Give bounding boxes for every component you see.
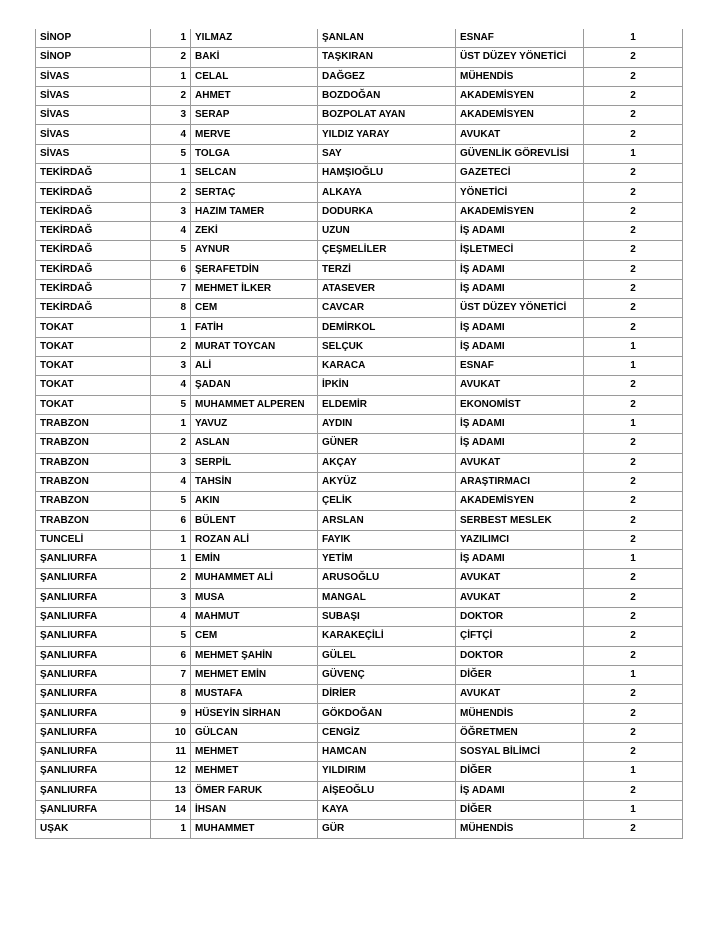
table-row <box>36 800 683 819</box>
table-row <box>36 627 683 646</box>
province-cell: TEKİRDAĞ <box>36 164 151 183</box>
province-cell: ŞANLIURFA <box>36 742 151 761</box>
order-number-cell: 1 <box>151 820 191 839</box>
spreadsheet-table-container <box>35 29 682 839</box>
first-name-cell: BAKİ <box>191 48 318 67</box>
profession-cell: DİĞER <box>456 800 584 819</box>
last-name-cell: AYDIN <box>318 414 456 433</box>
table-row <box>36 106 683 125</box>
order-number-cell: 5 <box>151 627 191 646</box>
count-cell: 1 <box>584 357 683 376</box>
profession-cell: İŞ ADAMI <box>456 279 584 298</box>
table-row <box>36 241 683 260</box>
province-cell: ŞANLIURFA <box>36 665 151 684</box>
first-name-cell: MEHMET <box>191 742 318 761</box>
profession-cell: ESNAF <box>456 29 584 48</box>
table-row <box>36 318 683 337</box>
first-name-cell: TAHSİN <box>191 472 318 491</box>
count-cell: 2 <box>584 376 683 395</box>
last-name-cell: KARAKEÇİLİ <box>318 627 456 646</box>
first-name-cell: MAHMUT <box>191 607 318 626</box>
first-name-cell: CEM <box>191 299 318 318</box>
table-row <box>36 742 683 761</box>
order-number-cell: 13 <box>151 781 191 800</box>
table-row <box>36 86 683 105</box>
table-row <box>36 279 683 298</box>
order-number-cell: 4 <box>151 607 191 626</box>
last-name-cell: GÖKDOĞAN <box>318 704 456 723</box>
count-cell: 2 <box>584 299 683 318</box>
table-row <box>36 492 683 511</box>
last-name-cell: GÜNER <box>318 434 456 453</box>
last-name-cell: GÜVENÇ <box>318 665 456 684</box>
count-cell: 2 <box>584 685 683 704</box>
count-cell: 2 <box>584 183 683 202</box>
count-cell: 2 <box>584 704 683 723</box>
count-cell: 1 <box>584 800 683 819</box>
profession-cell: İŞ ADAMI <box>456 781 584 800</box>
last-name-cell: HAMCAN <box>318 742 456 761</box>
profession-cell: ARAŞTIRMACI <box>456 472 584 491</box>
province-cell: ŞANLIURFA <box>36 588 151 607</box>
first-name-cell: CEM <box>191 627 318 646</box>
province-cell: ŞANLIURFA <box>36 781 151 800</box>
count-cell: 2 <box>584 781 683 800</box>
first-name-cell: ASLAN <box>191 434 318 453</box>
count-cell: 2 <box>584 241 683 260</box>
last-name-cell: BOZPOLAT AYAN <box>318 106 456 125</box>
province-cell: UŞAK <box>36 820 151 839</box>
count-cell: 2 <box>584 588 683 607</box>
last-name-cell: ÇELİK <box>318 492 456 511</box>
profession-cell: ESNAF <box>456 357 584 376</box>
table-row <box>36 29 683 48</box>
province-cell: TRABZON <box>36 511 151 530</box>
province-cell: TOKAT <box>36 395 151 414</box>
count-cell: 2 <box>584 530 683 549</box>
province-cell: ŞANLIURFA <box>36 800 151 819</box>
last-name-cell: AİŞEOĞLU <box>318 781 456 800</box>
last-name-cell: ÇEŞMELİLER <box>318 241 456 260</box>
last-name-cell: FAYIK <box>318 530 456 549</box>
profession-cell: MÜHENDİS <box>456 704 584 723</box>
table-row <box>36 781 683 800</box>
first-name-cell: MURAT TOYCAN <box>191 337 318 356</box>
first-name-cell: ŞADAN <box>191 376 318 395</box>
count-cell: 2 <box>584 67 683 86</box>
order-number-cell: 7 <box>151 665 191 684</box>
last-name-cell: AKÇAY <box>318 453 456 472</box>
province-cell: TOKAT <box>36 318 151 337</box>
order-number-cell: 7 <box>151 279 191 298</box>
count-cell: 2 <box>584 627 683 646</box>
count-cell: 1 <box>584 29 683 48</box>
first-name-cell: MEHMET <box>191 762 318 781</box>
profession-cell: GÜVENLİK GÖREVLİSİ <box>456 144 584 163</box>
first-name-cell: AYNUR <box>191 241 318 260</box>
count-cell: 2 <box>584 106 683 125</box>
count-cell: 2 <box>584 125 683 144</box>
table-body <box>36 29 683 839</box>
profession-cell: İŞ ADAMI <box>456 221 584 240</box>
order-number-cell: 5 <box>151 241 191 260</box>
order-number-cell: 2 <box>151 569 191 588</box>
province-cell: TRABZON <box>36 472 151 491</box>
count-cell: 2 <box>584 646 683 665</box>
order-number-cell: 6 <box>151 646 191 665</box>
order-number-cell: 1 <box>151 414 191 433</box>
province-cell: TEKİRDAĞ <box>36 260 151 279</box>
province-cell: ŞANLIURFA <box>36 607 151 626</box>
table-row <box>36 299 683 318</box>
table-row <box>36 569 683 588</box>
count-cell: 2 <box>584 279 683 298</box>
table-row <box>36 704 683 723</box>
first-name-cell: MUHAMMET ALPEREN <box>191 395 318 414</box>
first-name-cell: MUHAMMET ALİ <box>191 569 318 588</box>
province-cell: TRABZON <box>36 414 151 433</box>
order-number-cell: 3 <box>151 106 191 125</box>
count-cell: 2 <box>584 607 683 626</box>
profession-cell: İŞ ADAMI <box>456 337 584 356</box>
first-name-cell: SERTAÇ <box>191 183 318 202</box>
profession-cell: ÜST DÜZEY YÖNETİCİ <box>456 299 584 318</box>
order-number-cell: 14 <box>151 800 191 819</box>
profession-cell: GAZETECİ <box>456 164 584 183</box>
count-cell: 1 <box>584 144 683 163</box>
profession-cell: MÜHENDİS <box>456 820 584 839</box>
last-name-cell: SUBAŞI <box>318 607 456 626</box>
first-name-cell: MUHAMMET <box>191 820 318 839</box>
table-row <box>36 48 683 67</box>
table-row <box>36 357 683 376</box>
last-name-cell: BOZDOĞAN <box>318 86 456 105</box>
table-row <box>36 337 683 356</box>
last-name-cell: YETİM <box>318 550 456 569</box>
last-name-cell: SELÇUK <box>318 337 456 356</box>
last-name-cell: YILDIRIM <box>318 762 456 781</box>
count-cell: 1 <box>584 762 683 781</box>
profession-cell: AVUKAT <box>456 376 584 395</box>
count-cell: 2 <box>584 260 683 279</box>
profession-cell: İŞ ADAMI <box>456 550 584 569</box>
order-number-cell: 5 <box>151 144 191 163</box>
first-name-cell: AKIN <box>191 492 318 511</box>
profession-cell: DİĞER <box>456 762 584 781</box>
profession-cell: SOSYAL BİLİMCİ <box>456 742 584 761</box>
province-cell: ŞANLIURFA <box>36 762 151 781</box>
order-number-cell: 11 <box>151 742 191 761</box>
count-cell: 1 <box>584 665 683 684</box>
last-name-cell: DİRİER <box>318 685 456 704</box>
table-row <box>36 67 683 86</box>
province-cell: SİVAS <box>36 86 151 105</box>
count-cell: 2 <box>584 48 683 67</box>
profession-cell: ÖĞRETMEN <box>456 723 584 742</box>
profession-cell: AKADEMİSYEN <box>456 492 584 511</box>
order-number-cell: 12 <box>151 762 191 781</box>
first-name-cell: MUSA <box>191 588 318 607</box>
table-row <box>36 820 683 839</box>
table-row <box>36 221 683 240</box>
first-name-cell: ROZAN ALİ <box>191 530 318 549</box>
first-name-cell: HÜSEYİN SİRHAN <box>191 704 318 723</box>
last-name-cell: YILDIZ YARAY <box>318 125 456 144</box>
order-number-cell: 8 <box>151 299 191 318</box>
first-name-cell: FATİH <box>191 318 318 337</box>
profession-cell: AKADEMİSYEN <box>456 106 584 125</box>
order-number-cell: 6 <box>151 260 191 279</box>
order-number-cell: 10 <box>151 723 191 742</box>
profession-cell: AKADEMİSYEN <box>456 202 584 221</box>
first-name-cell: BÜLENT <box>191 511 318 530</box>
profession-cell: İŞ ADAMI <box>456 434 584 453</box>
table-row <box>36 260 683 279</box>
province-cell: ŞANLIURFA <box>36 569 151 588</box>
order-number-cell: 4 <box>151 221 191 240</box>
table-row <box>36 144 683 163</box>
count-cell: 1 <box>584 550 683 569</box>
order-number-cell: 3 <box>151 202 191 221</box>
count-cell: 2 <box>584 86 683 105</box>
profession-cell: AVUKAT <box>456 588 584 607</box>
order-number-cell: 5 <box>151 492 191 511</box>
table-row <box>36 646 683 665</box>
last-name-cell: ALKAYA <box>318 183 456 202</box>
profession-cell: AVUKAT <box>456 453 584 472</box>
first-name-cell: EMİN <box>191 550 318 569</box>
order-number-cell: 2 <box>151 86 191 105</box>
last-name-cell: DODURKA <box>318 202 456 221</box>
first-name-cell: ÖMER FARUK <box>191 781 318 800</box>
last-name-cell: TERZİ <box>318 260 456 279</box>
table-row <box>36 202 683 221</box>
profession-cell: EKONOMİST <box>456 395 584 414</box>
last-name-cell: ARSLAN <box>318 511 456 530</box>
table-row <box>36 550 683 569</box>
table-row <box>36 511 683 530</box>
profession-cell: İŞ ADAMI <box>456 260 584 279</box>
first-name-cell: MEHMET ŞAHİN <box>191 646 318 665</box>
count-cell: 2 <box>584 318 683 337</box>
province-cell: TUNCELİ <box>36 530 151 549</box>
table-row <box>36 530 683 549</box>
profession-cell: AVUKAT <box>456 125 584 144</box>
table-row <box>36 607 683 626</box>
last-name-cell: GÜLEL <box>318 646 456 665</box>
order-number-cell: 1 <box>151 29 191 48</box>
province-cell: TOKAT <box>36 376 151 395</box>
last-name-cell: SAY <box>318 144 456 163</box>
order-number-cell: 2 <box>151 183 191 202</box>
profession-cell: AVUKAT <box>456 569 584 588</box>
first-name-cell: MEHMET İLKER <box>191 279 318 298</box>
province-cell: SİVAS <box>36 106 151 125</box>
order-number-cell: 4 <box>151 125 191 144</box>
profession-cell: ÇİFTÇİ <box>456 627 584 646</box>
table-row <box>36 434 683 453</box>
count-cell: 2 <box>584 434 683 453</box>
order-number-cell: 4 <box>151 472 191 491</box>
count-cell: 2 <box>584 723 683 742</box>
province-cell: ŞANLIURFA <box>36 646 151 665</box>
order-number-cell: 1 <box>151 67 191 86</box>
province-cell: ŞANLIURFA <box>36 704 151 723</box>
profession-cell: SERBEST MESLEK <box>456 511 584 530</box>
order-number-cell: 2 <box>151 48 191 67</box>
order-number-cell: 8 <box>151 685 191 704</box>
order-number-cell: 2 <box>151 337 191 356</box>
profession-cell: DOKTOR <box>456 646 584 665</box>
last-name-cell: ATASEVER <box>318 279 456 298</box>
province-cell: TEKİRDAĞ <box>36 183 151 202</box>
profession-cell: YAZILIMCI <box>456 530 584 549</box>
last-name-cell: GÜR <box>318 820 456 839</box>
province-cell: TRABZON <box>36 434 151 453</box>
table-row <box>36 376 683 395</box>
first-name-cell: ŞERAFETDİN <box>191 260 318 279</box>
count-cell: 2 <box>584 492 683 511</box>
last-name-cell: KARACA <box>318 357 456 376</box>
order-number-cell: 3 <box>151 453 191 472</box>
first-name-cell: ZEKİ <box>191 221 318 240</box>
profession-cell: YÖNETİCİ <box>456 183 584 202</box>
candidate-table <box>35 29 683 839</box>
first-name-cell: MERVE <box>191 125 318 144</box>
last-name-cell: MANGAL <box>318 588 456 607</box>
table-row <box>36 164 683 183</box>
province-cell: ŞANLIURFA <box>36 685 151 704</box>
province-cell: TOKAT <box>36 337 151 356</box>
last-name-cell: İPKİN <box>318 376 456 395</box>
profession-cell: DOKTOR <box>456 607 584 626</box>
count-cell: 2 <box>584 395 683 414</box>
table-row <box>36 395 683 414</box>
table-row <box>36 762 683 781</box>
count-cell: 2 <box>584 453 683 472</box>
count-cell: 1 <box>584 414 683 433</box>
province-cell: ŞANLIURFA <box>36 550 151 569</box>
province-cell: SİVAS <box>36 67 151 86</box>
table-row <box>36 125 683 144</box>
table-row <box>36 414 683 433</box>
count-cell: 2 <box>584 511 683 530</box>
profession-cell: İŞ ADAMI <box>456 318 584 337</box>
table-row <box>36 588 683 607</box>
order-number-cell: 9 <box>151 704 191 723</box>
order-number-cell: 4 <box>151 376 191 395</box>
last-name-cell: CAVCAR <box>318 299 456 318</box>
province-cell: SİVAS <box>36 125 151 144</box>
first-name-cell: SERAP <box>191 106 318 125</box>
profession-cell: AVUKAT <box>456 685 584 704</box>
last-name-cell: ŞANLAN <box>318 29 456 48</box>
last-name-cell: ARUSOĞLU <box>318 569 456 588</box>
last-name-cell: UZUN <box>318 221 456 240</box>
table-row <box>36 723 683 742</box>
order-number-cell: 1 <box>151 530 191 549</box>
first-name-cell: TOLGA <box>191 144 318 163</box>
last-name-cell: DEMİRKOL <box>318 318 456 337</box>
table-row <box>36 183 683 202</box>
order-number-cell: 2 <box>151 434 191 453</box>
province-cell: TEKİRDAĞ <box>36 241 151 260</box>
first-name-cell: YAVUZ <box>191 414 318 433</box>
first-name-cell: AHMET <box>191 86 318 105</box>
count-cell: 1 <box>584 337 683 356</box>
province-cell: SİVAS <box>36 144 151 163</box>
order-number-cell: 3 <box>151 357 191 376</box>
profession-cell: AKADEMİSYEN <box>456 86 584 105</box>
profession-cell: ÜST DÜZEY YÖNETİCİ <box>456 48 584 67</box>
order-number-cell: 1 <box>151 318 191 337</box>
province-cell: TEKİRDAĞ <box>36 221 151 240</box>
last-name-cell: ELDEMİR <box>318 395 456 414</box>
order-number-cell: 5 <box>151 395 191 414</box>
table-row <box>36 665 683 684</box>
table-row <box>36 685 683 704</box>
last-name-cell: TAŞKIRAN <box>318 48 456 67</box>
last-name-cell: HAMŞIOĞLU <box>318 164 456 183</box>
count-cell: 2 <box>584 742 683 761</box>
profession-cell: DİĞER <box>456 665 584 684</box>
count-cell: 2 <box>584 472 683 491</box>
first-name-cell: CELAL <box>191 67 318 86</box>
province-cell: TEKİRDAĞ <box>36 202 151 221</box>
province-cell: TRABZON <box>36 492 151 511</box>
province-cell: TOKAT <box>36 357 151 376</box>
order-number-cell: 1 <box>151 164 191 183</box>
province-cell: TRABZON <box>36 453 151 472</box>
first-name-cell: ALİ <box>191 357 318 376</box>
order-number-cell: 3 <box>151 588 191 607</box>
province-cell: TEKİRDAĞ <box>36 299 151 318</box>
first-name-cell: MUSTAFA <box>191 685 318 704</box>
order-number-cell: 1 <box>151 550 191 569</box>
count-cell: 2 <box>584 221 683 240</box>
order-number-cell: 6 <box>151 511 191 530</box>
count-cell: 2 <box>584 164 683 183</box>
first-name-cell: MEHMET EMİN <box>191 665 318 684</box>
table-row <box>36 453 683 472</box>
province-cell: SİNOP <box>36 48 151 67</box>
province-cell: ŞANLIURFA <box>36 627 151 646</box>
count-cell: 2 <box>584 569 683 588</box>
count-cell: 2 <box>584 820 683 839</box>
first-name-cell: HAZIM TAMER <box>191 202 318 221</box>
last-name-cell: KAYA <box>318 800 456 819</box>
table-row <box>36 472 683 491</box>
last-name-cell: DAĞGEZ <box>318 67 456 86</box>
first-name-cell: SERPİL <box>191 453 318 472</box>
profession-cell: İŞLETMECİ <box>456 241 584 260</box>
profession-cell: MÜHENDİS <box>456 67 584 86</box>
profession-cell: İŞ ADAMI <box>456 414 584 433</box>
last-name-cell: CENGİZ <box>318 723 456 742</box>
first-name-cell: İHSAN <box>191 800 318 819</box>
province-cell: TEKİRDAĞ <box>36 279 151 298</box>
province-cell: SİNOP <box>36 29 151 48</box>
first-name-cell: YILMAZ <box>191 29 318 48</box>
province-cell: ŞANLIURFA <box>36 723 151 742</box>
count-cell: 2 <box>584 202 683 221</box>
first-name-cell: SELCAN <box>191 164 318 183</box>
last-name-cell: AKYÜZ <box>318 472 456 491</box>
first-name-cell: GÜLCAN <box>191 723 318 742</box>
